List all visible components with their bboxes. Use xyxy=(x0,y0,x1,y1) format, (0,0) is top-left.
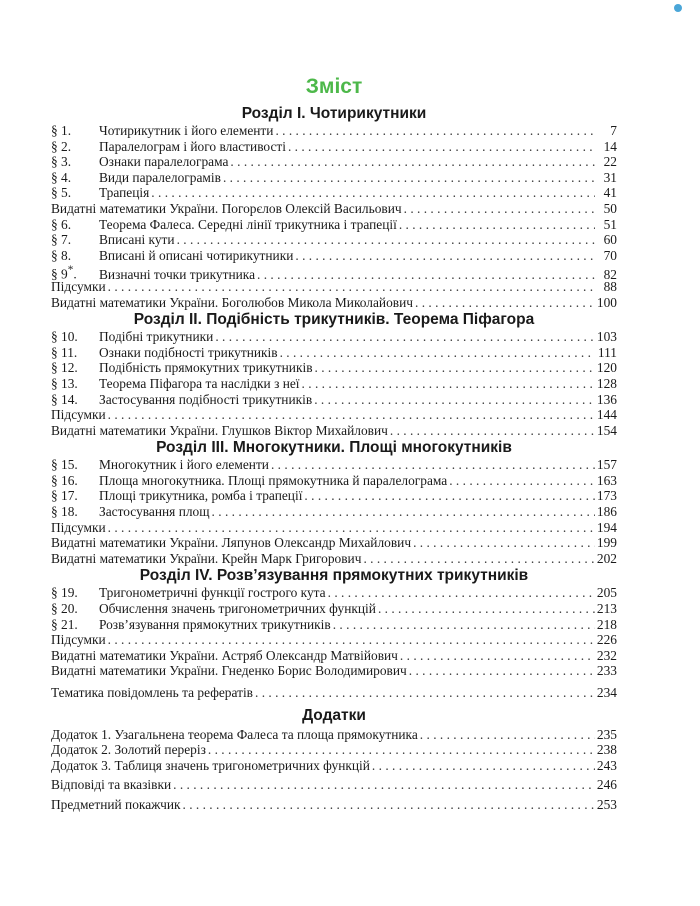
toc-entry-page: 218 xyxy=(596,616,617,632)
dot-leader xyxy=(278,345,595,361)
dot-leader xyxy=(269,457,595,473)
dot-leader xyxy=(376,601,595,617)
toc-entry[interactable] xyxy=(51,392,617,408)
toc-entry-title: Підсумки xyxy=(51,519,106,535)
section-heading: Розділ II. Подібність трикутників. Теорема Піфагора xyxy=(133,311,535,329)
toc-entry[interactable] xyxy=(51,585,617,601)
toc-entry-page: 246 xyxy=(596,777,617,793)
toc-entry-page: 60 xyxy=(603,232,617,248)
toc-entry[interactable] xyxy=(51,217,617,233)
toc-entry-title: Тематика повідомлень та рефератів xyxy=(51,685,253,700)
toc-entry-number: § 20. xyxy=(51,601,78,617)
dot-leader xyxy=(206,742,595,758)
toc-entry-page: 154 xyxy=(596,422,617,438)
toc-entry[interactable] xyxy=(51,279,617,295)
toc-entry-page: 14 xyxy=(603,138,617,154)
toc-entry-number: § 9*. xyxy=(51,264,77,282)
toc-entry-title: Відповіді та вказівки xyxy=(51,777,172,793)
toc-entry[interactable] xyxy=(51,170,617,186)
section-heading: Розділ IV. Розв’язування прямокутних трикутників xyxy=(139,567,529,585)
toc-entry[interactable] xyxy=(51,797,617,813)
dot-leader xyxy=(313,360,595,376)
toc-entry-page: 234 xyxy=(596,685,617,700)
toc-entry-title: Обчислення значень тригонометричних функцій xyxy=(99,601,376,617)
toc-entry-page: 226 xyxy=(596,632,617,648)
toc-entry-number: § 10. xyxy=(51,329,78,345)
toc-entry-page: 111 xyxy=(597,344,617,360)
toc-entry[interactable] xyxy=(51,488,617,504)
toc-entry[interactable] xyxy=(51,535,617,551)
toc-entry-page: 233 xyxy=(596,663,617,679)
dot-leader xyxy=(171,777,595,793)
toc-entry-number: § 13. xyxy=(51,375,78,391)
toc-entry-title: Видатні математики України. Ляпунов Олександр Михайлович xyxy=(51,535,412,551)
toc-entry[interactable] xyxy=(51,777,617,793)
toc-entry[interactable] xyxy=(51,601,617,617)
toc-entry-title: Підсумки xyxy=(51,278,106,294)
toc-entry-page: 50 xyxy=(603,200,617,216)
toc-entry-number: § 17. xyxy=(51,488,78,504)
dot-leader xyxy=(106,520,595,536)
toc-entry[interactable] xyxy=(51,473,617,489)
toc-entry[interactable] xyxy=(51,345,617,361)
toc-entry-page: 51 xyxy=(603,216,617,232)
toc-entry-title: Подібність прямокутних трикутників xyxy=(99,360,313,376)
dot-leader xyxy=(300,376,595,392)
section-heading: Розділ I. Чотирикутники xyxy=(241,105,427,122)
toc-entry-title: Площі трикутника, ромба і трапеції xyxy=(99,488,303,504)
toc-entry[interactable] xyxy=(51,185,617,201)
toc-entry-page: 82 xyxy=(603,266,617,282)
dot-leader xyxy=(228,154,595,170)
toc-entry-page: 243 xyxy=(596,757,617,773)
toc-entry-number: § 18. xyxy=(51,504,78,520)
toc-entry-title: Вписані й описані чотирикутники xyxy=(99,247,294,263)
toc-entry[interactable] xyxy=(51,123,617,139)
toc-entry-page: 238 xyxy=(596,742,617,758)
toc-entry[interactable] xyxy=(51,201,617,217)
toc-entry-title: Видатні математики України. Гнеденко Борис Володимирович xyxy=(51,663,407,679)
toc-entry[interactable] xyxy=(51,139,617,155)
dot-leader xyxy=(221,170,595,186)
toc-entry-title: Трапеція xyxy=(99,185,150,201)
toc-entry-page: 194 xyxy=(596,519,617,535)
toc-entry-title: Видатні математики України. Погорєлов Олексій Васильович xyxy=(51,200,402,216)
dot-leader xyxy=(302,488,595,504)
dot-leader xyxy=(388,423,595,439)
dot-leader xyxy=(407,663,595,679)
toc-entry-title: Додаток 1. Узагальнена теорема Фалеса та площа прямокутника xyxy=(51,726,418,742)
toc-entry-page: 205 xyxy=(596,585,617,601)
toc-entry-page: 31 xyxy=(603,169,617,185)
toc-entry-number: § 2. xyxy=(51,138,72,154)
toc-entry[interactable] xyxy=(51,504,617,520)
toc-entry[interactable] xyxy=(51,632,617,648)
toc-entry-page: 173 xyxy=(596,488,617,504)
dot-leader xyxy=(253,685,595,701)
section-heading: Розділ III. Многокутники. Площі многокутників xyxy=(156,439,512,457)
dot-leader xyxy=(181,797,596,813)
toc-entry[interactable] xyxy=(51,263,617,282)
toc-entry[interactable] xyxy=(51,295,617,311)
corner-logo-icon xyxy=(674,4,682,12)
toc-entry-number: § 11. xyxy=(51,344,78,360)
toc-entry-page: 235 xyxy=(596,726,617,742)
toc-entry-title: Видатні математики України. Крейн Марк Григорович xyxy=(51,550,362,566)
toc-entry[interactable] xyxy=(51,648,617,664)
toc-entry-title: Додаток 2. Золотий переріз xyxy=(51,742,206,758)
toc-entry-number: § 3. xyxy=(51,154,72,170)
dot-leader xyxy=(411,535,595,551)
toc-entry-title: Теорема Піфагора та наслідки з неї xyxy=(99,375,300,391)
toc-entry-title: Визначні точки трикутника xyxy=(99,266,256,282)
toc-entry-page: 7 xyxy=(610,123,617,138)
dot-leader xyxy=(402,201,595,217)
toc-entry-page: 157 xyxy=(596,457,617,473)
toc-entry-page: 232 xyxy=(596,647,617,663)
toc-entry-title: Підсумки xyxy=(51,632,106,648)
dot-leader xyxy=(331,617,595,633)
toc-entry-title: Чотирикутник і його елементи xyxy=(99,123,274,138)
section-heading: Додатки xyxy=(302,706,366,724)
toc-entry[interactable] xyxy=(51,154,617,170)
toc-entry-number: § 6. xyxy=(51,216,72,232)
toc-entry-number: § 15. xyxy=(51,457,78,473)
toc-entry[interactable] xyxy=(51,329,617,345)
toc-entry-title: Застосування площ xyxy=(99,504,210,520)
toc-entry-title: Тригонометричні функції гострого кута xyxy=(99,585,326,601)
toc-entry[interactable] xyxy=(51,232,617,248)
toc-entry[interactable] xyxy=(51,360,617,376)
dot-leader xyxy=(293,248,595,264)
toc-entry-page: 163 xyxy=(596,472,617,488)
dot-leader xyxy=(210,504,595,520)
dot-leader xyxy=(106,279,595,295)
toc-entry-number: § 1. xyxy=(51,123,72,138)
toc-entry-number: § 7. xyxy=(51,232,72,248)
toc-entry-title: Додаток 3. Таблиця значень тригонометричних функцій xyxy=(51,757,370,773)
toc-entry-page: 41 xyxy=(603,185,617,201)
toc-entry-page: 186 xyxy=(596,504,617,520)
toc-entry-title: Застосування подібності трикутників xyxy=(99,391,313,407)
toc-entry-page: 199 xyxy=(596,535,617,551)
toc-entry-number: § 8. xyxy=(51,247,72,263)
toc-entry-number: § 21. xyxy=(51,616,78,632)
toc-entry[interactable] xyxy=(51,376,617,392)
toc-entry[interactable] xyxy=(51,617,617,633)
toc-entry[interactable] xyxy=(51,407,617,423)
dot-leader xyxy=(413,295,595,311)
toc-entry-number: § 5. xyxy=(51,185,72,201)
toc-entry-number: § 14. xyxy=(51,391,78,407)
dot-leader xyxy=(273,123,595,139)
dot-leader xyxy=(361,551,595,567)
toc-entry-number: § 16. xyxy=(51,472,78,488)
dot-leader xyxy=(106,407,595,423)
toc-entry-title: Ознаки паралелограма xyxy=(99,154,229,170)
toc-entry-title: Паралелограм і його властивості xyxy=(99,138,286,154)
toc-entry-title: Площа многокутника. Площі прямокутника й паралелограма xyxy=(99,472,448,488)
toc-entry-page: 128 xyxy=(596,375,617,391)
toc-entry-page: 213 xyxy=(596,601,617,617)
dot-leader xyxy=(106,632,595,648)
toc-entry-number: § 4. xyxy=(51,169,72,185)
dot-leader xyxy=(286,139,595,155)
dot-leader xyxy=(213,329,595,345)
toc-entry[interactable] xyxy=(51,551,617,567)
toc-entry-title: Предметний покажчик xyxy=(51,796,181,812)
dot-leader xyxy=(149,185,595,201)
toc-body xyxy=(51,104,617,813)
dot-leader xyxy=(418,727,595,743)
toc-entry-page: 103 xyxy=(596,329,617,345)
dot-leader xyxy=(326,585,595,601)
toc-entry-title: Многокутник і його елементи xyxy=(99,457,269,473)
toc-entry[interactable] xyxy=(51,520,617,536)
toc-entry[interactable] xyxy=(51,742,617,758)
toc-entry-number: § 12. xyxy=(51,360,78,376)
toc-entry-page: 144 xyxy=(596,407,617,423)
table-of-contents xyxy=(51,70,617,813)
toc-entry-title: Подібні трикутники xyxy=(99,329,214,345)
toc-entry-title: Вписані кути xyxy=(99,232,175,248)
toc-entry-page: 253 xyxy=(596,796,617,812)
dot-leader xyxy=(398,648,595,664)
toc-entry-page: 22 xyxy=(603,154,617,170)
dot-leader xyxy=(447,473,595,489)
toc-entry-title: Видатні математики України. Глушков Віктор Михайлович xyxy=(51,422,388,438)
toc-entry-title: Видатні математики України. Астряб Олександр Матвійович xyxy=(51,647,398,663)
toc-entry-title: Теорема Фалеса. Середні лінії трикутника і трапеції xyxy=(99,216,397,232)
toc-entry-page: 202 xyxy=(596,550,617,566)
toc-entry[interactable] xyxy=(51,727,617,743)
toc-entry[interactable] xyxy=(51,758,617,774)
toc-entry[interactable] xyxy=(51,685,617,701)
toc-entry[interactable] xyxy=(51,248,617,264)
toc-entry-page: 88 xyxy=(603,278,617,294)
toc-entry-page: 70 xyxy=(603,247,617,263)
dot-leader xyxy=(175,232,595,248)
dot-leader xyxy=(370,758,595,774)
toc-entry-number: § 19. xyxy=(51,585,78,601)
toc-entry-page: 100 xyxy=(596,294,617,310)
dot-leader xyxy=(312,392,595,408)
toc-entry-title: Ознаки подібності трикутників xyxy=(99,344,278,360)
toc-entry[interactable] xyxy=(51,663,617,679)
toc-entry-title: Підсумки xyxy=(51,407,106,423)
toc-entry-title: Видатні математики України. Боголюбов Микола Миколайович xyxy=(51,294,414,310)
toc-entry[interactable] xyxy=(51,457,617,473)
dot-leader xyxy=(397,217,595,233)
toc-entry-page: 120 xyxy=(596,360,617,376)
toc-entry-title: Розв’язування прямокутних трикутників xyxy=(99,616,331,632)
toc-entry-page: 136 xyxy=(596,391,617,407)
toc-entry[interactable] xyxy=(51,423,617,439)
toc-entry-title: Види паралелограмів xyxy=(99,169,221,185)
page-title: Зміст xyxy=(305,75,363,98)
